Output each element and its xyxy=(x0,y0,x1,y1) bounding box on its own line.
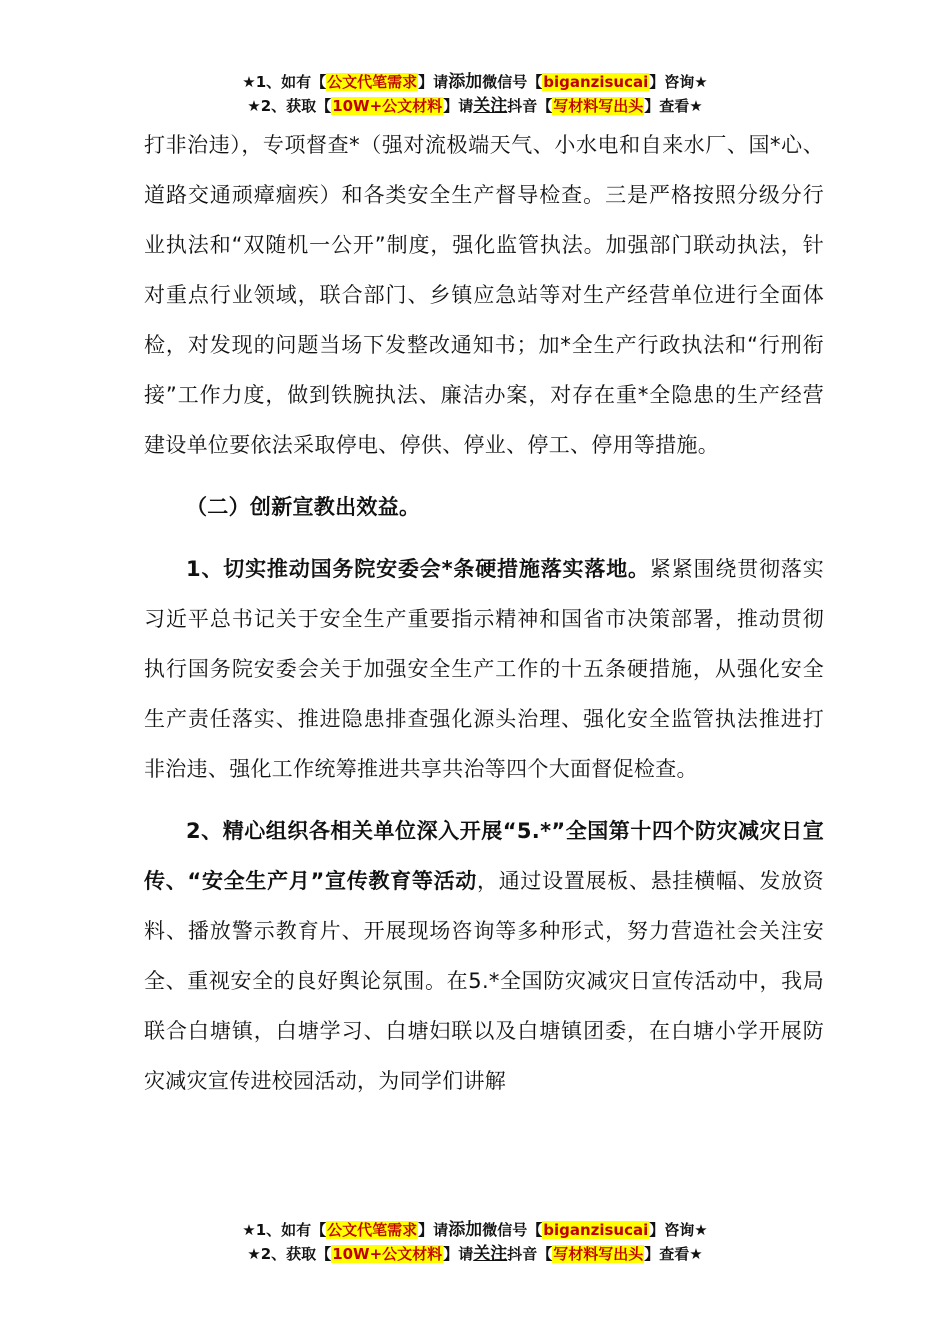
paragraph-enforcement: 打非治违），专项督查*（强对流极端天气、小水电和自来水厂、国*心、道路交通顽瘴痼疾）和各类安全生产督导检查。三是严格按照分级分行业执法和“双随机一公开”制度，强化监管执法。加强部门联动执法，针对重点行业领域，联合部门、乡镇应急站等对生产经营单位进行全面体检，对发现的问题当场下发整改通知书；加*全生产行政执法和“行刑衔接”工作力度，做到铁腕执法、廉洁办案，对存在重*全隐患的生产经营建设单位要依法采取停电、停供、停业、停工、停用等措施。 xyxy=(144,133,824,457)
banner-emphasis: 添加 xyxy=(448,72,483,92)
banner-line-1 xyxy=(0,1218,950,1242)
banner-line-1 xyxy=(0,70,950,94)
item-1-text: 紧紧围绕贯彻落实习近平总书记关于安全生产重要指示精神和国省市决策部署，推动贯彻执行国务院安委会关于加强安全生产工作的十五条硬措施，从强化安全生产责任落实、推进隐患排查强化源头治理、强化安全监管执法推进打非治违、强化工作统筹推进共享共治等四个大面督促检查。 xyxy=(144,557,824,781)
header-banner xyxy=(0,70,950,118)
banner-emphasis: 添加 xyxy=(448,1220,483,1240)
banner-text: 微信号【 xyxy=(482,1221,543,1239)
banner-emphasis: 关注 xyxy=(473,96,508,116)
banner-text: 】咨询★ xyxy=(649,1221,708,1239)
banner-highlight: 公文代笔需求 xyxy=(327,1221,418,1239)
banner-text: 】查看★ xyxy=(644,1245,703,1263)
banner-text: ★2、获取【 xyxy=(247,1245,332,1263)
banner-highlight: 写材料写出头 xyxy=(553,97,644,115)
banner-highlight: 公文代笔需求 xyxy=(327,73,418,91)
banner-text: 】咨询★ xyxy=(649,73,708,91)
banner-highlight: 写材料写出头 xyxy=(553,1245,644,1263)
paragraph-item-1 xyxy=(144,544,824,794)
item-2-text: ，通过设置展板、悬挂横幅、发放资料、播放警示教育片、开展现场咨询等多种形式，努力营造社会关注安全、重视安全的良好舆论氛围。在5.*全国防灾减灾日宣传活动中，我局联合白塘镇，白塘学习、白塘妇联以及白塘镇团委，在白塘小学开展防灾减灾宣传进校园活动，为同学们讲解 xyxy=(144,869,824,1093)
banner-line-2 xyxy=(0,94,950,118)
banner-highlight: 10W+公文材料 xyxy=(332,1245,443,1263)
item-1-title: 1、切实推动国务院安委会*条硬措施落实落地。 xyxy=(186,557,650,581)
section-heading-text: （二）创新宣教出效益。 xyxy=(186,495,421,519)
banner-text: 微信号【 xyxy=(482,73,543,91)
banner-highlight: 10W+公文材料 xyxy=(332,97,443,115)
footer-banner xyxy=(0,1218,950,1266)
banner-text: 】请 xyxy=(443,1245,474,1263)
banner-wechat-id: biganzisucai xyxy=(543,1221,649,1239)
banner-text: ★2、获取【 xyxy=(247,97,332,115)
item-2-title: 2、精心组织各相关单位深入开展“5.*”全国第十四个防灾减灾日宣传、“安全生产月”宣传教育等活动 xyxy=(144,819,824,893)
banner-text: 抖音【 xyxy=(507,97,553,115)
banner-text: ★1、如有【 xyxy=(242,1221,327,1239)
banner-text: 】请 xyxy=(443,97,474,115)
banner-text: 】查看★ xyxy=(644,97,703,115)
document-body xyxy=(144,120,824,1106)
paragraph-item-2 xyxy=(144,806,824,1106)
banner-wechat-id: biganzisucai xyxy=(543,73,649,91)
banner-text: 】请 xyxy=(418,73,449,91)
section-heading xyxy=(144,482,824,532)
banner-line-2 xyxy=(0,1242,950,1266)
banner-emphasis: 关注 xyxy=(473,1244,508,1264)
banner-text: ★1、如有【 xyxy=(242,73,327,91)
banner-text: 抖音【 xyxy=(507,1245,553,1263)
banner-text: 】请 xyxy=(418,1221,449,1239)
